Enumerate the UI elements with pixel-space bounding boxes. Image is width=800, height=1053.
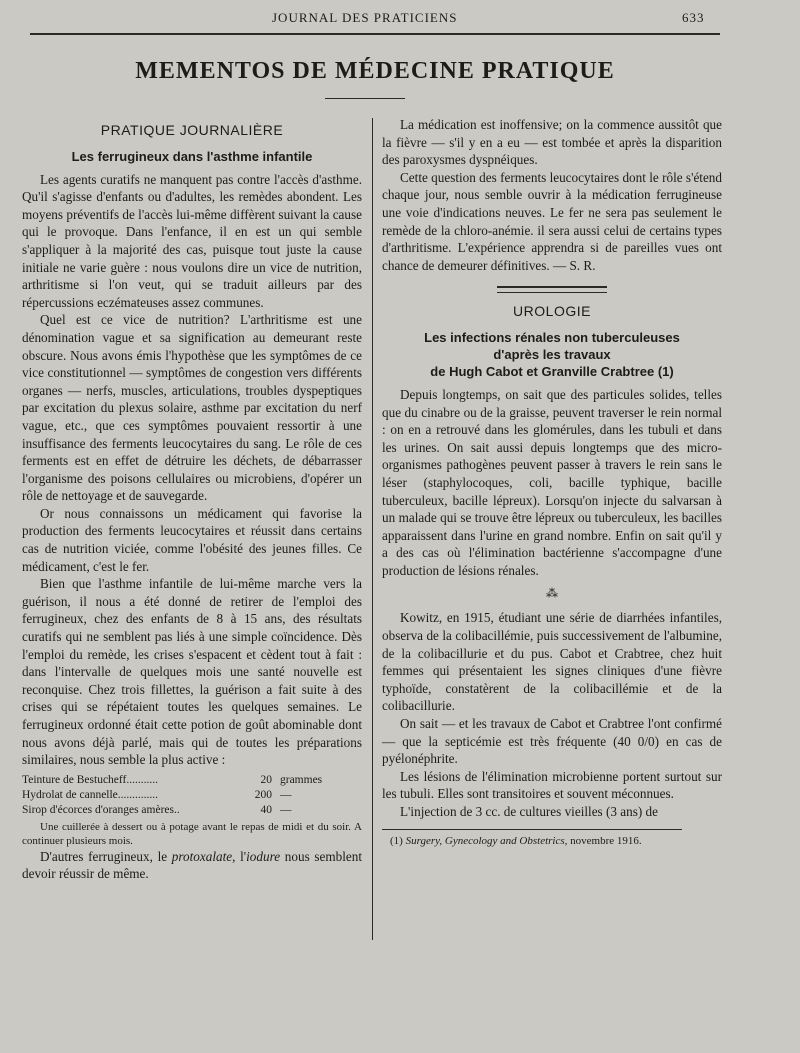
dosage-instructions: Une cuillerée à dessert ou à potage avant le repas de midi et du soir. A continuer plusieurs mois. bbox=[22, 820, 362, 847]
header-rule bbox=[30, 33, 720, 35]
italic-term: protoxalate bbox=[171, 848, 233, 864]
paragraph: L'injection de 3 cc. de cultures vieilles (3 ans) de bbox=[400, 804, 658, 819]
footnote bbox=[382, 834, 722, 848]
paragraph: Bien que l'asthme infantile de lui-même marche vers la guérison, il nous a été donné de retirer de l'emploi des ferrugineux, chez des enfants de 8 à 15 ans, des résultats curatifs qui ne semblent pas liés à une simple coïncidence. Dès l'emploi du remède, les crises s'espacent et cèdent tout à fait : dans l'intervalle de quelques mois une santé nouvelle est reconquise. Chez trois fillettes, la guérison a fait suite à des crises qui se répétaient toutes les quelques semaines. Le ferrugineux ordonné était cette potion de goût abominable dont nous avons déjà parlé, mais qui de toutes les préparations similaires, nous semble la plus active : bbox=[22, 576, 362, 768]
footnote-journal: Surgery, Gynecology and Obstetrics bbox=[405, 834, 565, 847]
ingredient-qty: 40 bbox=[260, 803, 272, 816]
article-title-line: d'après les travaux bbox=[493, 346, 611, 362]
ingredient-qty: 200 bbox=[254, 788, 272, 801]
prescription-row bbox=[22, 803, 362, 818]
italic-term: iodure bbox=[246, 848, 281, 864]
section-heading-urologie: UROLOGIE bbox=[513, 303, 591, 320]
article-title-line: Les infections rénales non tuberculeuses bbox=[424, 329, 680, 345]
journal-title: JOURNAL DES PRATICIENS bbox=[272, 10, 458, 25]
paragraph: On sait — et les travaux de Cabot et Crabtree l'ont confirmé — que la septicémie est très fréquente (40 0/0) en cas de pyélonéphrite. bbox=[382, 716, 722, 767]
footnote-date: , novembre 1916. bbox=[564, 834, 642, 847]
article-title-line: de Hugh Cabot et Granville Crabtree (1) bbox=[430, 363, 674, 379]
asterism: ⁂ bbox=[546, 586, 558, 601]
ingredient-unit: — bbox=[280, 788, 292, 801]
ingredient-name: Teinture de Bestucheff........... bbox=[22, 773, 158, 786]
ingredient-unit: grammes bbox=[280, 773, 323, 786]
ingredient-name: Sirop d'écorces d'oranges amères.. bbox=[22, 803, 180, 816]
footnote-rule bbox=[382, 829, 682, 830]
footnote-marker: (1) bbox=[390, 834, 406, 847]
left-column bbox=[22, 122, 362, 883]
ingredient-name: Hydrolat de cannelle.............. bbox=[22, 788, 159, 801]
right-column bbox=[382, 116, 722, 848]
prescription bbox=[22, 773, 362, 818]
text-run: nous semblent devoir réussir de même. bbox=[22, 848, 362, 882]
text-run: D'autres ferrugineux, le bbox=[40, 848, 172, 864]
page-number: 633 bbox=[682, 10, 705, 25]
main-title: MEMENTOS DE MÉDECINE PRATIQUE bbox=[135, 58, 615, 84]
section-heading-pratique: PRATIQUE JOURNALIÈRE bbox=[100, 122, 284, 138]
running-header bbox=[0, 8, 800, 28]
text-run: , l' bbox=[232, 848, 247, 864]
ingredient-unit: — bbox=[280, 803, 292, 816]
paragraph: Or nous connaissons un médicament qui favorise la production des ferments leucocytaires et réussit dans certains cas de nutrition viciée, comme l'obésité des jeunes filles. Ce médicament, c'est le fer. bbox=[22, 505, 362, 574]
paragraph: Les lésions de l'élimination microbienne portent surtout sur les tubuli. Elles sont transitoires et souvent méconnues. bbox=[382, 768, 722, 802]
ingredient-qty: 20 bbox=[260, 773, 272, 786]
paragraph: Kowitz, en 1915, étudiant une série de diarrhées infantiles, observa de la colibacillémie, puis successivement de l'albumine, de la colibacillurie et du pus. Cabot et Crabtree, chez huit femmes qui présentaient les signes cliniques d'une fièvre typhoïde, constatèrent de la colibacillémie et de la colibacillurie. bbox=[382, 610, 722, 714]
prescription-row bbox=[22, 788, 362, 803]
title-rule bbox=[325, 98, 405, 99]
prescription-row bbox=[22, 773, 362, 788]
paragraph: Les agents curatifs ne manquent pas contre l'accès d'asthme. Qu'il s'agisse d'enfants ou d'adultes, les remèdes abondent. Les moyens préventifs de l'accès lui-même diffèrent suivant la cause qui le provoque. Dans l'enfance, il en est un qui semble s'appliquer à la majorité des cas, puisque tout juste la cause initiale ne varie guère : nous voulons dire un vice de nutrition, arthritisme si l'on veut, qui se traduit ailleurs par des répercussions eczémateuses assez communes. bbox=[22, 171, 362, 310]
paragraph: Depuis longtemps, on sait que des particules solides, telles que du cinabre ou de la graisse, peuvent traverser le rein normal : on en a retrouvé dans les glomérules, dans les tubuli et dans les urines. On sait aussi depuis longtemps que des micro-organismes pathogènes peuvent passer à travers le rein sans le léser (staphylocoques, coli, bacille typhique, bacille tuberculeux, bacille lépreux). Lorsqu'on injecte du salvarsan à un malade qui se trouve être lépreux ou tuberculeux, les bacilles apparaissent dans l'urine en grand nombre. Enfin on sait qu'il y a des cas où l'élimination bactérienne s'accompagne d'une production de lésions rénales. bbox=[382, 386, 722, 578]
article-title-infections bbox=[382, 329, 722, 380]
section-separator bbox=[497, 286, 607, 293]
column-divider bbox=[372, 118, 373, 940]
paragraph: La médication est inoffensive; on la commence aussitôt que la fièvre — s'il y en a eu — est tombée et après la disparition des paroxysmes dyspnéiques. bbox=[382, 117, 722, 168]
paragraph: Quel est ce vice de nutrition? L'arthritisme est une dénomination vague et sa signification au demeurant reste obscure. Nous avons émis l'hypothèse que les symptômes de ce vice constitutionnel — symptômes de congestion vers différents organes — nerfs, muscles, articulations, troubles dyspeptiques par excitation du plexus solaire, asthme par excitation du nerf vague, etc., que ces symptômes pouvaient ressortir à une insuffisance des ferments leucocytaires du sang. Le rôle de ces ferments est en effet de détruire les déchets, de débarrasser l'organisme des poisons cellulaires ou microbiens, d'opérer un rôle de nettoyage et de sauvegarde. bbox=[22, 312, 362, 504]
article-title-ferrugineux: Les ferrugineux dans l'asthme infantile bbox=[71, 148, 313, 164]
paragraph: Cette question des ferments leucocytaires dont le rôle s'étend chaque jour, nous semble ouvrir à la médication ferrugineuse une voie d'indications neuves. Le fer ne sera pas seulement le remède de la chloro-anémie. il sera aussi celui de certains types d'arthritisme. L'expérience apprendra si de pareilles vues ont chance de demeurer définitives. — S. R. bbox=[382, 169, 722, 273]
paragraph-final bbox=[22, 848, 362, 883]
